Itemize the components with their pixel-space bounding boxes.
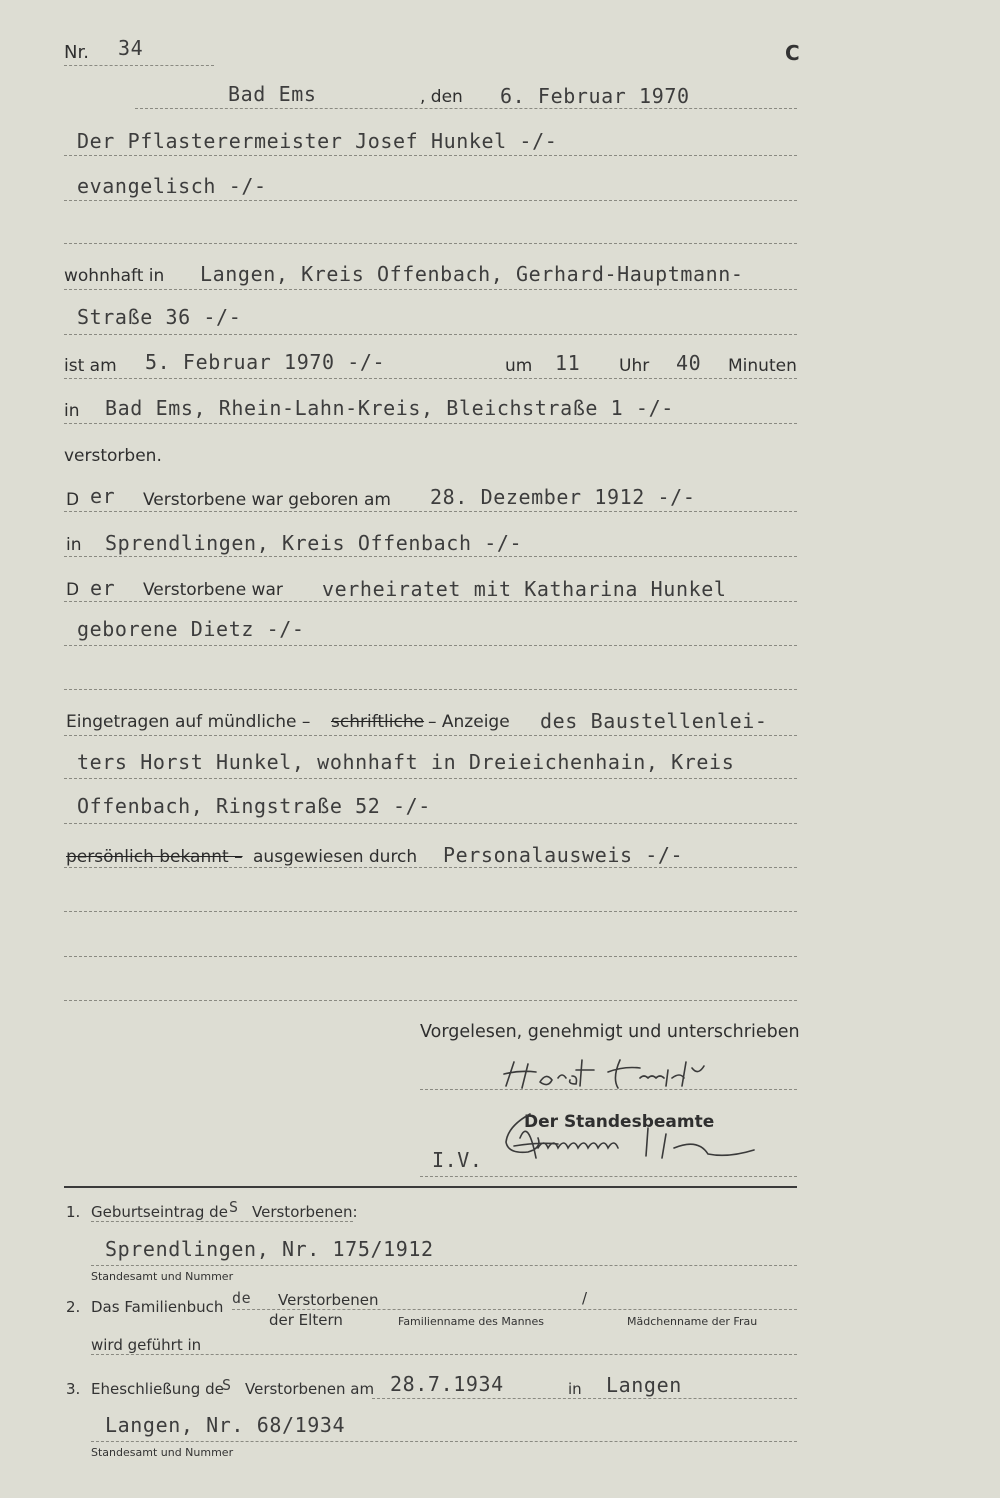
footer-item-1-rule [91,1265,797,1266]
footer-item-3-s-typed: S [222,1376,232,1394]
marriage-line-3-rule [64,689,797,690]
birth-place: Sprendlingen, Kreis Offenbach -/- [105,531,523,555]
entry-text-1: des Baustellenlei- [540,709,768,733]
entry-line-2-rule [64,778,797,779]
residence-label: wohnhaft in [64,266,165,286]
uhr-label: Uhr [619,356,650,376]
den-label: , den [420,87,463,107]
residence-line-1: Langen, Kreis Offenbach, Gerhard-Hauptmann- [200,262,744,286]
entry-line-3-rule [64,823,797,824]
identity-value: Personalausweis -/- [443,843,684,867]
registrar-signature-rule [420,1176,797,1177]
birth-er-typed: er [90,484,116,508]
birth-d-label: D [66,490,80,510]
residence-line-2: Straße 36 -/- [77,305,242,329]
registrar-signature [498,1098,758,1178]
death-minutes: 40 [676,351,702,375]
read-approved-signed-label: Vorgelesen, genehmigt und unterschrieben [420,1022,800,1042]
nr-value: 34 [118,36,144,60]
footer-item-1-value: Sprendlingen, Nr. 175/1912 [105,1237,434,1261]
birth-place-rule [64,556,797,557]
person-line-2-rule [64,200,797,201]
footer-item-3-caption: Standesamt und Nummer [91,1446,234,1459]
marriage-line-1-rule [64,601,797,602]
entry-label-2: – Anzeige [428,712,510,732]
residence-line-2-rule [64,334,797,335]
marriage-d-label: D [66,580,80,600]
um-label: um [505,356,533,376]
footer-item-1-label-2: Verstorbenen: [252,1203,358,1221]
footer-item-2-caption-frau: Mädchenname der Frau [627,1315,758,1328]
footer-item-2-gefuehrt-label: wird geführt in [91,1336,202,1354]
standesbeamte-label: Der Standesbeamte [524,1112,715,1132]
marriage-label: Verstorbene war [143,580,283,600]
entry-label-1: Eingetragen auf mündliche – [66,712,311,732]
footer-item-2-eltern-label: der Eltern [269,1311,343,1329]
entry-text-3: Offenbach, Ringstraße 52 -/- [77,794,431,818]
footer-item-1-label: Geburtseintrag de [91,1203,228,1221]
death-date-label: ist am [64,356,117,376]
footer-item-3-rule [91,1441,797,1442]
marriage-line-2-rule [64,645,797,646]
death-hour: 11 [555,351,581,375]
birth-date-rule [64,511,797,512]
death-date: 5. Februar 1970 -/- [145,350,386,374]
witness-signature-rule [420,1089,797,1090]
footer-item-3-label-2: Verstorbenen am [245,1380,375,1398]
footer-item-3-value: Langen, Nr. 68/1934 [105,1413,346,1437]
corner-letter: C [785,41,800,65]
blank-rule-2 [64,956,797,957]
footer-item-1-number: 1. [66,1203,81,1221]
death-date-rule [64,378,797,379]
marriage-er-typed: er [90,576,116,600]
birth-in-label: in [66,535,82,555]
footer-item-2-name-rule [232,1309,797,1310]
footer-item-3-place: Langen [606,1373,682,1397]
death-in-label: in [64,401,80,421]
minuten-label: Minuten [728,356,797,376]
entry-text-2: ters Horst Hunkel, wohnhaft in Dreieichenhain, Kreis [77,750,735,774]
footer-item-1-caption: Standesamt und Nummer [91,1270,234,1283]
death-place: Bad Ems, Rhein-Lahn-Kreis, Bleichstraße 1 -/- [105,396,674,420]
person-line-1-rule [64,155,797,156]
footer-item-1-label-rule [91,1221,353,1222]
nr-label: Nr. [64,42,89,63]
identity-rule [64,867,797,868]
entry-line-1-rule [64,735,797,736]
entry-struck-schriftliche: schriftliche [331,712,425,732]
footer-item-3-date: 28.7.1934 [390,1372,504,1396]
footer-item-3-date-rule [372,1398,797,1399]
blank-rule-3 [64,1000,797,1001]
identity-struck: persönlich bekannt – [66,847,243,867]
footer-item-3-number: 3. [66,1380,81,1398]
marriage-text-1: verheiratet mit Katharina Hunkel [322,577,727,601]
death-place-rule [64,423,797,424]
identity-label: ausgewiesen durch [253,847,418,867]
birth-label: Verstorbene war geboren am [143,490,391,510]
birth-date: 28. Dezember 1912 -/- [430,485,696,509]
witness-signature [500,1048,730,1098]
marriage-text-2: geborene Dietz -/- [77,617,305,641]
footer-item-2-caption-mann: Familienname des Mannes [398,1315,545,1328]
footer-item-2-verstorbenen-label: Verstorbenen [278,1291,379,1309]
footer-divider [64,1186,797,1188]
registry-date: 6. Februar 1970 [500,84,690,108]
registry-place: Bad Ems [228,82,317,106]
footer-item-3-label: Eheschließung de [91,1380,224,1398]
residence-line-1-rule [64,289,797,290]
footer-item-2-label: Das Familienbuch [91,1298,224,1316]
footer-item-2-rule [91,1354,797,1355]
blank-rule-1 [64,911,797,912]
nr-line [64,65,214,66]
footer-item-2-number: 2. [66,1298,81,1316]
person-line-2: evangelisch -/- [77,174,267,198]
footer-item-3-in-label: in [568,1380,582,1398]
place-date-line [135,108,797,109]
person-line-3-rule [64,243,797,244]
footer-item-2-de-typed: de [232,1289,252,1307]
iv-label: I.V. [432,1148,483,1172]
verstorben-label: verstorben. [64,446,162,466]
person-line-1: Der Pflasterermeister Josef Hunkel -/- [77,129,558,153]
footer-item-1-s-typed: S [229,1198,239,1216]
footer-item-2-slash: / [582,1289,588,1307]
